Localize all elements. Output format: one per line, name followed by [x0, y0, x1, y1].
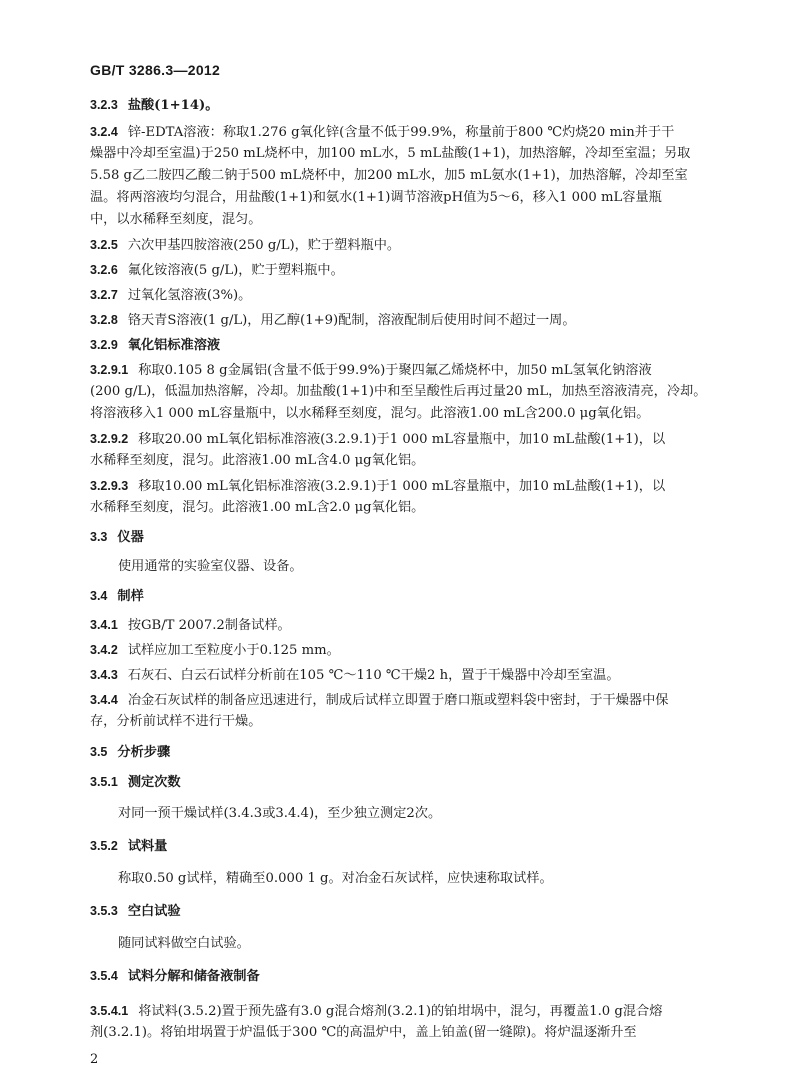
clause-text: 中，以水稀释至刻度，混匀。: [90, 212, 262, 227]
clause-text: 随同试料做空白试验。: [118, 936, 250, 951]
clause-text: 温。将两溶液均匀混合，用盐酸(1+1)和氨水(1+1)调节溶液pH值为5～6，移入1 000 mL容量瓶: [90, 190, 662, 205]
line: [90, 209, 755, 231]
clause-text: 冶金石灰试样的制备应迅速进行，制成后试样立即置于磨口瓶或塑料袋中密封，于干燥器中保: [127, 693, 669, 708]
clause-number: 3.2.7: [90, 288, 118, 302]
line: [90, 94, 755, 117]
clause-text: 燥器中冷却至室温)于250 mL烧杯中，加100 mL水，5 mL盐酸(1+1)，加热溶解，冷却至室温；另取: [90, 146, 691, 161]
clause-text: 水稀释至刻度，混匀。此溶液1.00 mL含2.0 μg氧化铝。: [90, 500, 425, 515]
section-heading: [90, 526, 755, 549]
line: [90, 639, 755, 662]
clause-text: 移取20.00 mL氧化铝标准溶液(3.2.9.1)于1 000 mL容量瓶中，加10 mL盐酸(1+1)，以: [138, 432, 666, 447]
line: [90, 689, 755, 712]
line: [90, 165, 755, 187]
clause-text: 过氧化氢溶液(3%)。: [127, 288, 252, 303]
clause-number: 3.2.3: [90, 98, 118, 112]
clause-text: 存，分析前试样不进行干燥。: [90, 714, 262, 729]
clause-number: 3.3: [90, 530, 108, 544]
clause-number: 3.2.5: [90, 238, 118, 252]
clause-number: 3.2.9: [90, 338, 118, 352]
clause-text: 盐酸(1+14)。: [127, 98, 219, 113]
line: [90, 143, 755, 165]
clause-text: 石灰石、白云石试样分析前在105 ℃～110 ℃干燥2 h，置于干燥器中冷却至室温。: [127, 668, 620, 683]
clause-text: 仪器: [117, 530, 144, 545]
clause-number: 3.5.3: [90, 904, 118, 918]
line: [118, 803, 755, 825]
clause-number: 3.2.4: [90, 125, 118, 139]
line: [90, 187, 755, 209]
clause-number: 3.5: [90, 745, 108, 759]
line: [90, 614, 755, 637]
clause-number: 3.2.9.3: [90, 479, 129, 493]
clause-number: 3.5.4.1: [90, 1004, 129, 1018]
clause-text: 氟化铵溶液(5 g/L)，贮于塑料瓶中。: [127, 263, 344, 278]
clause-text: 水稀释至刻度，混匀。此溶液1.00 mL含4.0 μg氧化铝。: [90, 453, 425, 468]
clause-number: 3.2.6: [90, 263, 118, 277]
page-number: 2: [90, 1052, 99, 1067]
clause-text: 试料分解和储备液制备: [127, 969, 260, 984]
clause-text: 移取10.00 mL氧化铝标准溶液(3.2.9.1)于1 000 mL容量瓶中，加10 mL盐酸(1+1)，以: [138, 479, 666, 494]
clause-text: 对同一预干燥试样(3.4.3或3.4.4)，至少独立测定2次。: [118, 806, 442, 821]
clause-number: 3.4.1: [90, 618, 118, 632]
line: [118, 933, 755, 955]
line: [90, 359, 755, 382]
clause-text: 按GB/T 2007.2制备试样。: [127, 618, 291, 633]
line: [90, 334, 755, 357]
clause-text: 将试料(3.5.2)置于预先盛有3.0 g混合熔剂(3.2.1)的铂坩埚中，混匀，再覆盖1.0 g混合熔: [138, 1004, 663, 1019]
clause-text: 将溶液移入1 000 mL容量瓶中，以水稀释至刻度，混匀。此溶液1.00 mL含200.0 μg氧化铝。: [90, 406, 650, 421]
subsection-heading: [90, 900, 755, 923]
line: [90, 497, 755, 519]
clause-text: 分析步骤: [117, 745, 171, 760]
clause-text: 使用通常的实验室仪器、设备。: [118, 559, 303, 574]
line: [90, 284, 755, 307]
clause-text: 试料量: [127, 839, 168, 854]
clause-text: 空白试验: [127, 904, 181, 919]
line: [90, 403, 755, 425]
clause-number: 3.5.2: [90, 839, 118, 853]
line: [90, 711, 755, 733]
line: [90, 1000, 755, 1023]
clause-number: 3.4.3: [90, 668, 118, 682]
clause-text: 称取0.50 g试样，精确至0.000 1 g。对冶金石灰试样，应快速称取试样。: [118, 871, 553, 886]
subsection-heading: [90, 965, 755, 988]
line: [90, 381, 755, 403]
subsection-heading: [90, 835, 755, 858]
standard-code: GB/T 3286.3—2012: [90, 62, 221, 78]
clause-number: 3.2.8: [90, 313, 118, 327]
clause-text: 试样应加工至粒度小于0.125 mm。: [127, 643, 340, 658]
line: [90, 475, 755, 498]
clause-text: 六次甲基四胺溶液(250 g/L)，贮于塑料瓶中。: [127, 238, 401, 253]
subsection-heading: [90, 771, 755, 794]
line: [90, 1022, 755, 1044]
clause-text: 制样: [117, 589, 144, 604]
clause-text: 锌-EDTA溶液：称取1.276 g氧化锌(含量不低于99.9%，称量前于800 ℃灼烧20 min并于干: [127, 125, 675, 140]
clause-number: 3.4: [90, 589, 108, 603]
line: [118, 556, 755, 578]
clause-number: 3.2.9.1: [90, 363, 129, 377]
clause-text: 5.58 g乙二胺四乙酸二钠于500 mL烧杯中，加200 mL水，加5 mL氨水(1+1)，加热溶解，冷却至室: [90, 168, 688, 183]
line: [90, 234, 755, 257]
line: [90, 259, 755, 282]
clause-text: (200 g/L)，低温加热溶解，冷却。加盐酸(1+1)中和至呈酸性后再过量20 mL，加热至溶液清亮，冷却。: [90, 384, 707, 399]
clause-text: 氧化铝标准溶液: [127, 338, 221, 353]
clause-number: 3.5.1: [90, 775, 118, 789]
clause-number: 3.4.2: [90, 643, 118, 657]
line: [90, 450, 755, 472]
line: [118, 868, 755, 890]
clause-text: 剂(3.2.1)。将铂坩埚置于炉温低于300 ℃的高温炉中，盖上铂盖(留一缝隙)。将炉温逐渐升至: [90, 1025, 637, 1040]
line: [90, 428, 755, 451]
clause-text: 测定次数: [127, 775, 181, 790]
clause-text: 称取0.105 8 g金属铝(含量不低于99.9%)于聚四氟乙烯烧杯中，加50 mL氢氧化钠溶液: [138, 363, 652, 378]
clause-number: 3.4.4: [90, 693, 118, 707]
clause-number: 3.5.4: [90, 969, 118, 983]
section-heading: [90, 741, 755, 764]
line: [90, 309, 755, 332]
clause-text: 铬天青S溶液(1 g/L)，用乙醇(1+9)配制，溶液配制后使用时间不超过一周。: [127, 313, 576, 328]
clause-number: 3.2.9.2: [90, 432, 129, 446]
line: [90, 121, 755, 144]
line: [90, 664, 755, 687]
section-heading: [90, 585, 755, 608]
